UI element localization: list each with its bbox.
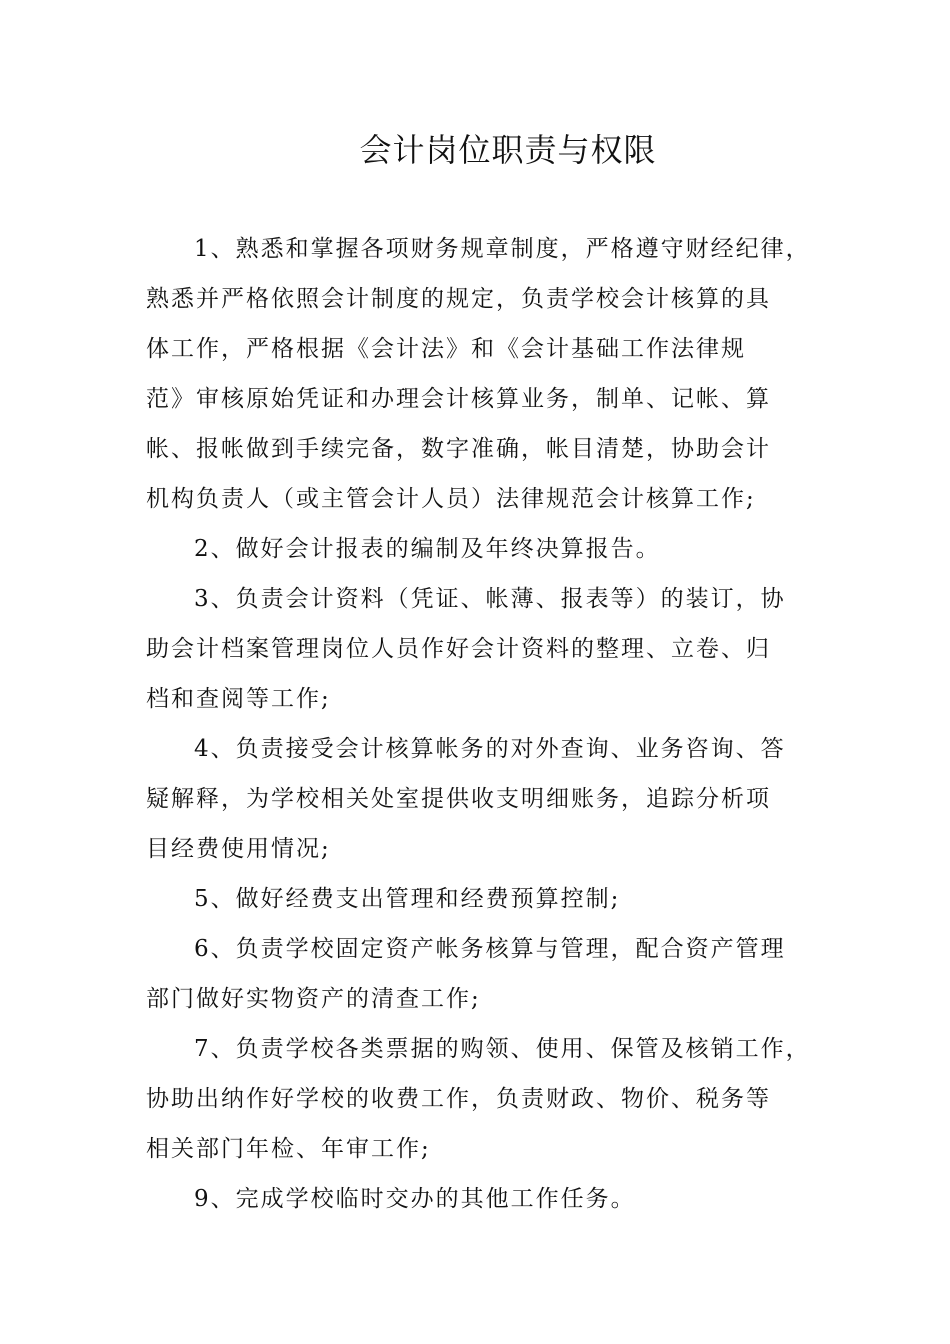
paragraph-line: 档和查阅等工作;: [146, 686, 331, 712]
paragraph-line: 9、完成学校临时交办的其他工作任务。: [194, 1186, 636, 1212]
paragraph-line: 体工作，严格根据《会计法》和《会计基础工作法律规: [146, 336, 746, 362]
paragraph-line: 机构负责人（或主管会计人员）法律规范会计核算工作;: [146, 486, 756, 512]
paragraph-line: 目经费使用情况;: [146, 836, 331, 862]
paragraph-line: 6、负责学校固定资产帐务核算与管理，配合资产管理: [194, 936, 786, 962]
paragraph-line: 协助出纳作好学校的收费工作，负责财政、物价、税务等: [146, 1086, 771, 1112]
document-title: 会计岗位职责与权限: [359, 131, 657, 169]
paragraph-line: 4、负责接受会计核算帐务的对外查询、业务咨询、答: [194, 736, 786, 762]
paragraph-line: 帐、报帐做到手续完备，数字准确，帐目清楚，协助会计: [146, 436, 771, 462]
paragraph-line: 助会计档案管理岗位人员作好会计资料的整理、立卷、归: [146, 636, 771, 662]
paragraph-line: 7、负责学校各类票据的购领、使用、保管及核销工作，: [194, 1036, 811, 1062]
paragraph-line: 部门做好实物资产的清查工作;: [146, 986, 481, 1012]
paragraph-line: 1、熟悉和掌握各项财务规章制度，严格遵守财经纪律，: [194, 236, 811, 262]
paragraph-line: 2、做好会计报表的编制及年终决算报告。: [194, 536, 661, 562]
paragraph-line: 范》审核原始凭证和办理会计核算业务，制单、记帐、算: [146, 386, 771, 412]
paragraph-line: 熟悉并严格依照会计制度的规定，负责学校会计核算的具: [146, 286, 771, 312]
paragraph-line: 疑解释，为学校相关处室提供收支明细账务，追踪分析项: [146, 786, 771, 812]
paragraph-line: 相关部门年检、年审工作;: [146, 1136, 431, 1162]
paragraph-line: 3、负责会计资料（凭证、帐薄、报表等）的装订，协: [194, 586, 786, 612]
paragraph-line: 5、做好经费支出管理和经费预算控制;: [194, 886, 621, 912]
